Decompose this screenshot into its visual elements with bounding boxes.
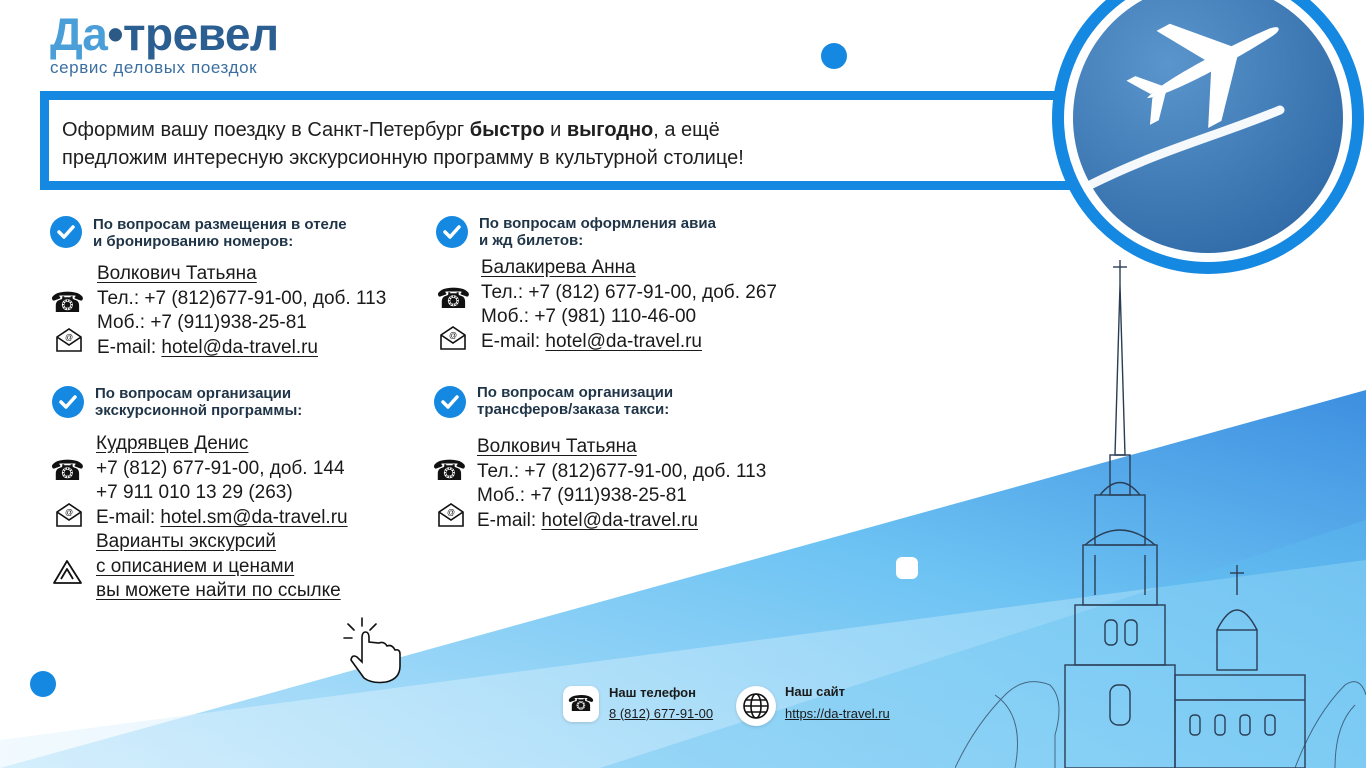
email-link[interactable]: hotel@da-travel.ru	[161, 336, 318, 358]
contact-tickets: Балакирева Анна Тел.: +7 (812) 677-91-00, доб. 267 Моб.: +7 (981) 110-46-00 E-mail: hotel@da-travel.ru	[481, 257, 777, 352]
contact-mobile: Моб.: +7 (911)938-25-81	[477, 485, 687, 506]
pointer-hand-icon[interactable]	[342, 616, 406, 686]
section-title-tickets: По вопросам оформления авиа и жд билетов:	[479, 215, 716, 249]
check-icon	[436, 216, 468, 248]
contact-phone: Тел.: +7 (812)677-91-00, доб. 113	[97, 287, 387, 309]
cathedral-illustration	[955, 255, 1366, 768]
email-link[interactable]: hotel@da-travel.ru	[541, 509, 698, 531]
phone-icon: ☎	[436, 283, 471, 314]
globe-icon	[736, 686, 776, 726]
mail-icon	[439, 325, 467, 356]
contact-excursions: Кудрявцев Денис +7 (812) 677-91-00, доб. 144 +7 911 010 13 29 (263) E-mail: hotel.sm@da-travel.ru Варианты экскурсий с описанием и ценами вы можете найти по ссылке	[96, 432, 348, 604]
footer-phone-link[interactable]: 8 (812) 677-91-00	[609, 706, 714, 721]
email-link[interactable]: hotel.sm@da-travel.ru	[160, 506, 348, 528]
phone-icon: ☎	[50, 287, 85, 318]
mail-icon	[55, 502, 83, 533]
decor-dot	[821, 43, 847, 69]
svg-text:@: @	[64, 508, 74, 517]
contact-mobile: +7 911 010 13 29 (263)	[96, 482, 293, 503]
intro-text: Оформим вашу поездку в Санкт-Петербург быстро и выгодно, а ещё предложим интересную экскурсионную программу в культурной столице!	[62, 119, 744, 169]
mail-icon	[437, 502, 465, 533]
contact-name[interactable]: Кудрявцев Денис	[96, 433, 249, 454]
contact-name[interactable]: Волкович Татьяна	[97, 263, 257, 284]
section-title-hotel: По вопросам размещения в отеле и бронированию номеров:	[93, 216, 347, 250]
contact-phone: Тел.: +7 (812) 677-91-00, доб. 267	[481, 281, 777, 303]
footer-phone-icon: ☎	[563, 686, 599, 722]
check-icon	[52, 386, 84, 418]
phone-icon: ☎	[50, 455, 85, 486]
email-link[interactable]: hotel@da-travel.ru	[545, 330, 702, 352]
contact-name[interactable]: Волкович Татьяна	[477, 436, 637, 457]
pdf-icon	[51, 557, 85, 594]
footer-site: Наш сайт https://da-travel.ru	[785, 684, 890, 721]
contact-mobile: Моб.: +7 (911)938-25-81	[97, 312, 307, 333]
check-icon	[434, 386, 466, 418]
contact-name[interactable]: Балакирева Анна	[481, 257, 636, 278]
phone-icon: ☎	[432, 455, 467, 486]
check-icon	[50, 216, 82, 248]
brand-name: Да•тревел	[50, 8, 279, 60]
brand-tagline: сервис деловых поездок	[50, 58, 258, 77]
mail-icon	[55, 327, 83, 358]
contact-phone: Тел.: +7 (812)677-91-00, доб. 113	[477, 460, 767, 482]
svg-text:@: @	[446, 508, 456, 517]
contact-hotel: Волкович Татьяна Тел.: +7 (812)677-91-00, доб. 113 Моб.: +7 (911)938-25-81 E-mail: hotel@da-travel.ru	[97, 263, 387, 358]
footer-phone: Наш телефон 8 (812) 677-91-00	[609, 685, 714, 721]
excursions-link[interactable]: Варианты экскурсий с описанием и ценами вы можете найти по ссылке	[96, 531, 341, 601]
section-title-excursions: По вопросам организации экскурсионной программы:	[95, 385, 303, 419]
brand-logo[interactable]	[50, 8, 279, 78]
decor-square	[896, 557, 918, 579]
svg-text:@: @	[64, 333, 74, 342]
contact-mobile: Моб.: +7 (981) 110-46-00	[481, 306, 697, 327]
decor-dot	[30, 671, 56, 697]
contact-transfers: Волкович Татьяна Тел.: +7 (812)677-91-00, доб. 113 Моб.: +7 (911)938-25-81 E-mail: hotel@da-travel.ru	[477, 436, 767, 531]
svg-text:@: @	[448, 331, 458, 340]
airplane-emblem	[1050, 0, 1366, 282]
contact-phone: +7 (812) 677-91-00, доб. 144	[96, 457, 345, 479]
section-title-transfers: По вопросам организации трансферов/заказа такси:	[477, 384, 674, 418]
intro-banner	[40, 91, 1080, 190]
footer-site-link[interactable]: https://da-travel.ru	[785, 706, 890, 721]
